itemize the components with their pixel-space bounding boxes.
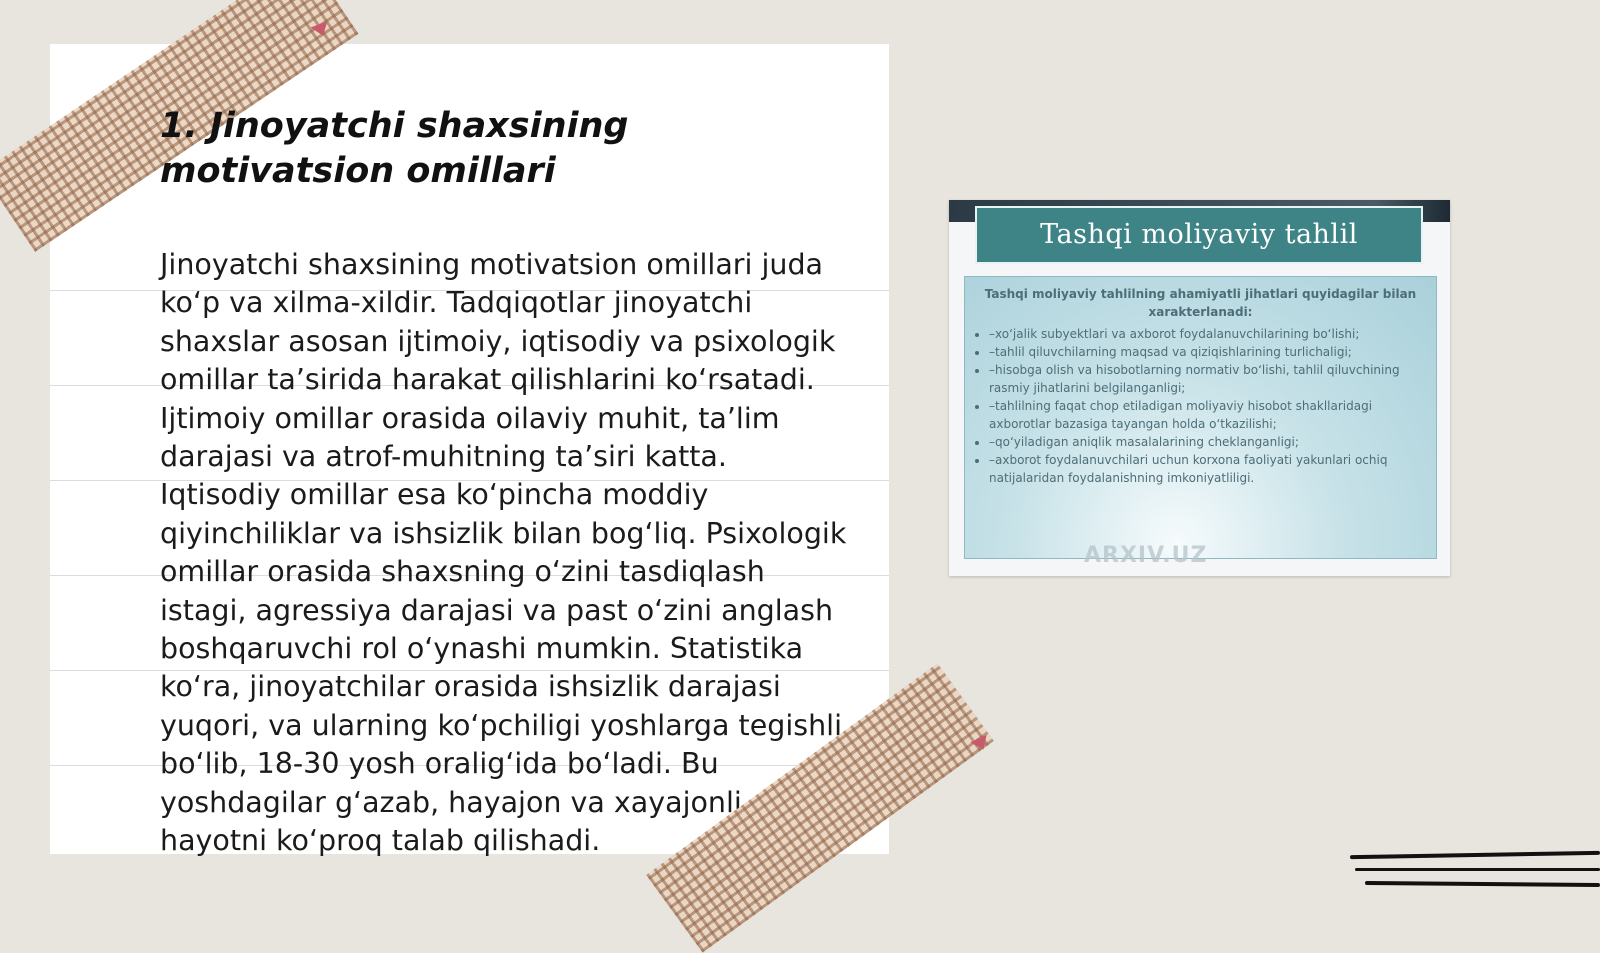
- list-item: • –tahlilning faqat chop etiladigan moliyaviy hisobot shakllaridagi axborotlar bazasiga tayangan holda o‘tkazilishi;: [989, 397, 1426, 433]
- scribble-line: [1365, 881, 1600, 887]
- list-item: • –tahlil qiluvchilarning maqsad va qiziqishlarining turlichaligi;: [989, 343, 1426, 361]
- slide-content-box: [964, 276, 1437, 559]
- scribble-line: [1355, 868, 1600, 871]
- watermark-text: ARXIV.UZ: [1084, 543, 1208, 568]
- page-title: 1. Jinoyatchi shaxsining motivatsion omillari: [160, 106, 629, 191]
- list-item: • –xo‘jalik subyektlari va axborot foydalanuvchilarining bo‘lishi;: [989, 325, 1426, 343]
- body-paragraph: Jinoyatchi shaxsining motivatsion omillari juda ko‘p va xilma-xildir. Tadqiqotlar jinoyatchi shaxslar asosan ijtimoiy, iqtisodiy va psixologik omillar ta’sirida harakat qilishlarini ko‘rsatadi. Ijtimoiy omillar orasida oilaviy muhit, ta’lim darajasi va atrof-muhitning ta’siri katta. Iqtisodiy omillar esa ko‘pincha moddiy qiyinchiliklar va ishsizlik bilan bog‘liq. Psixologik omillar orasida shaxsning o‘zini tasdiqlash istagi, agressiya darajasi va past o‘zini anglash boshqaruvchi rol o‘ynashi mumkin. Statistika ko‘ra, jinoyatchilar orasida ishsizlik darajasi yuqori, va ularning ko‘pchiligi yoshlarga tegishli bo‘lib, 18-30 yosh oralig‘ida bo‘ladi. Bu yoshdagilar g‘azab, hayajon va xayajonli hayotni ko‘proq talab qilishadi.: [160, 248, 847, 858]
- slide-heading: Tashqi moliyaviy tahlilning ahamiyatli jihatlari quyidagilar bilan xarakterlanadi:: [984, 287, 1417, 319]
- list-item: • –hisobga olish va hisobotlarning normativ bo‘lishi, tahlil qiluvchining rasmiy jihatlarini belgilanganligi;: [989, 361, 1426, 397]
- slide-bullet-list: [975, 325, 1426, 487]
- list-item: • –qo‘yiladigan aniqlik masalalarining cheklanganligi;: [989, 433, 1426, 451]
- list-item: • –axborot foydalanuvchilari uchun korxona faoliyati yakunlari ochiq natijalaridan foydalanishning imkoniyatliligi.: [989, 451, 1426, 487]
- slide-image: [949, 200, 1450, 576]
- scribble-line: [1350, 851, 1600, 859]
- slide-title: Tashqi moliyaviy tahlil: [975, 206, 1423, 264]
